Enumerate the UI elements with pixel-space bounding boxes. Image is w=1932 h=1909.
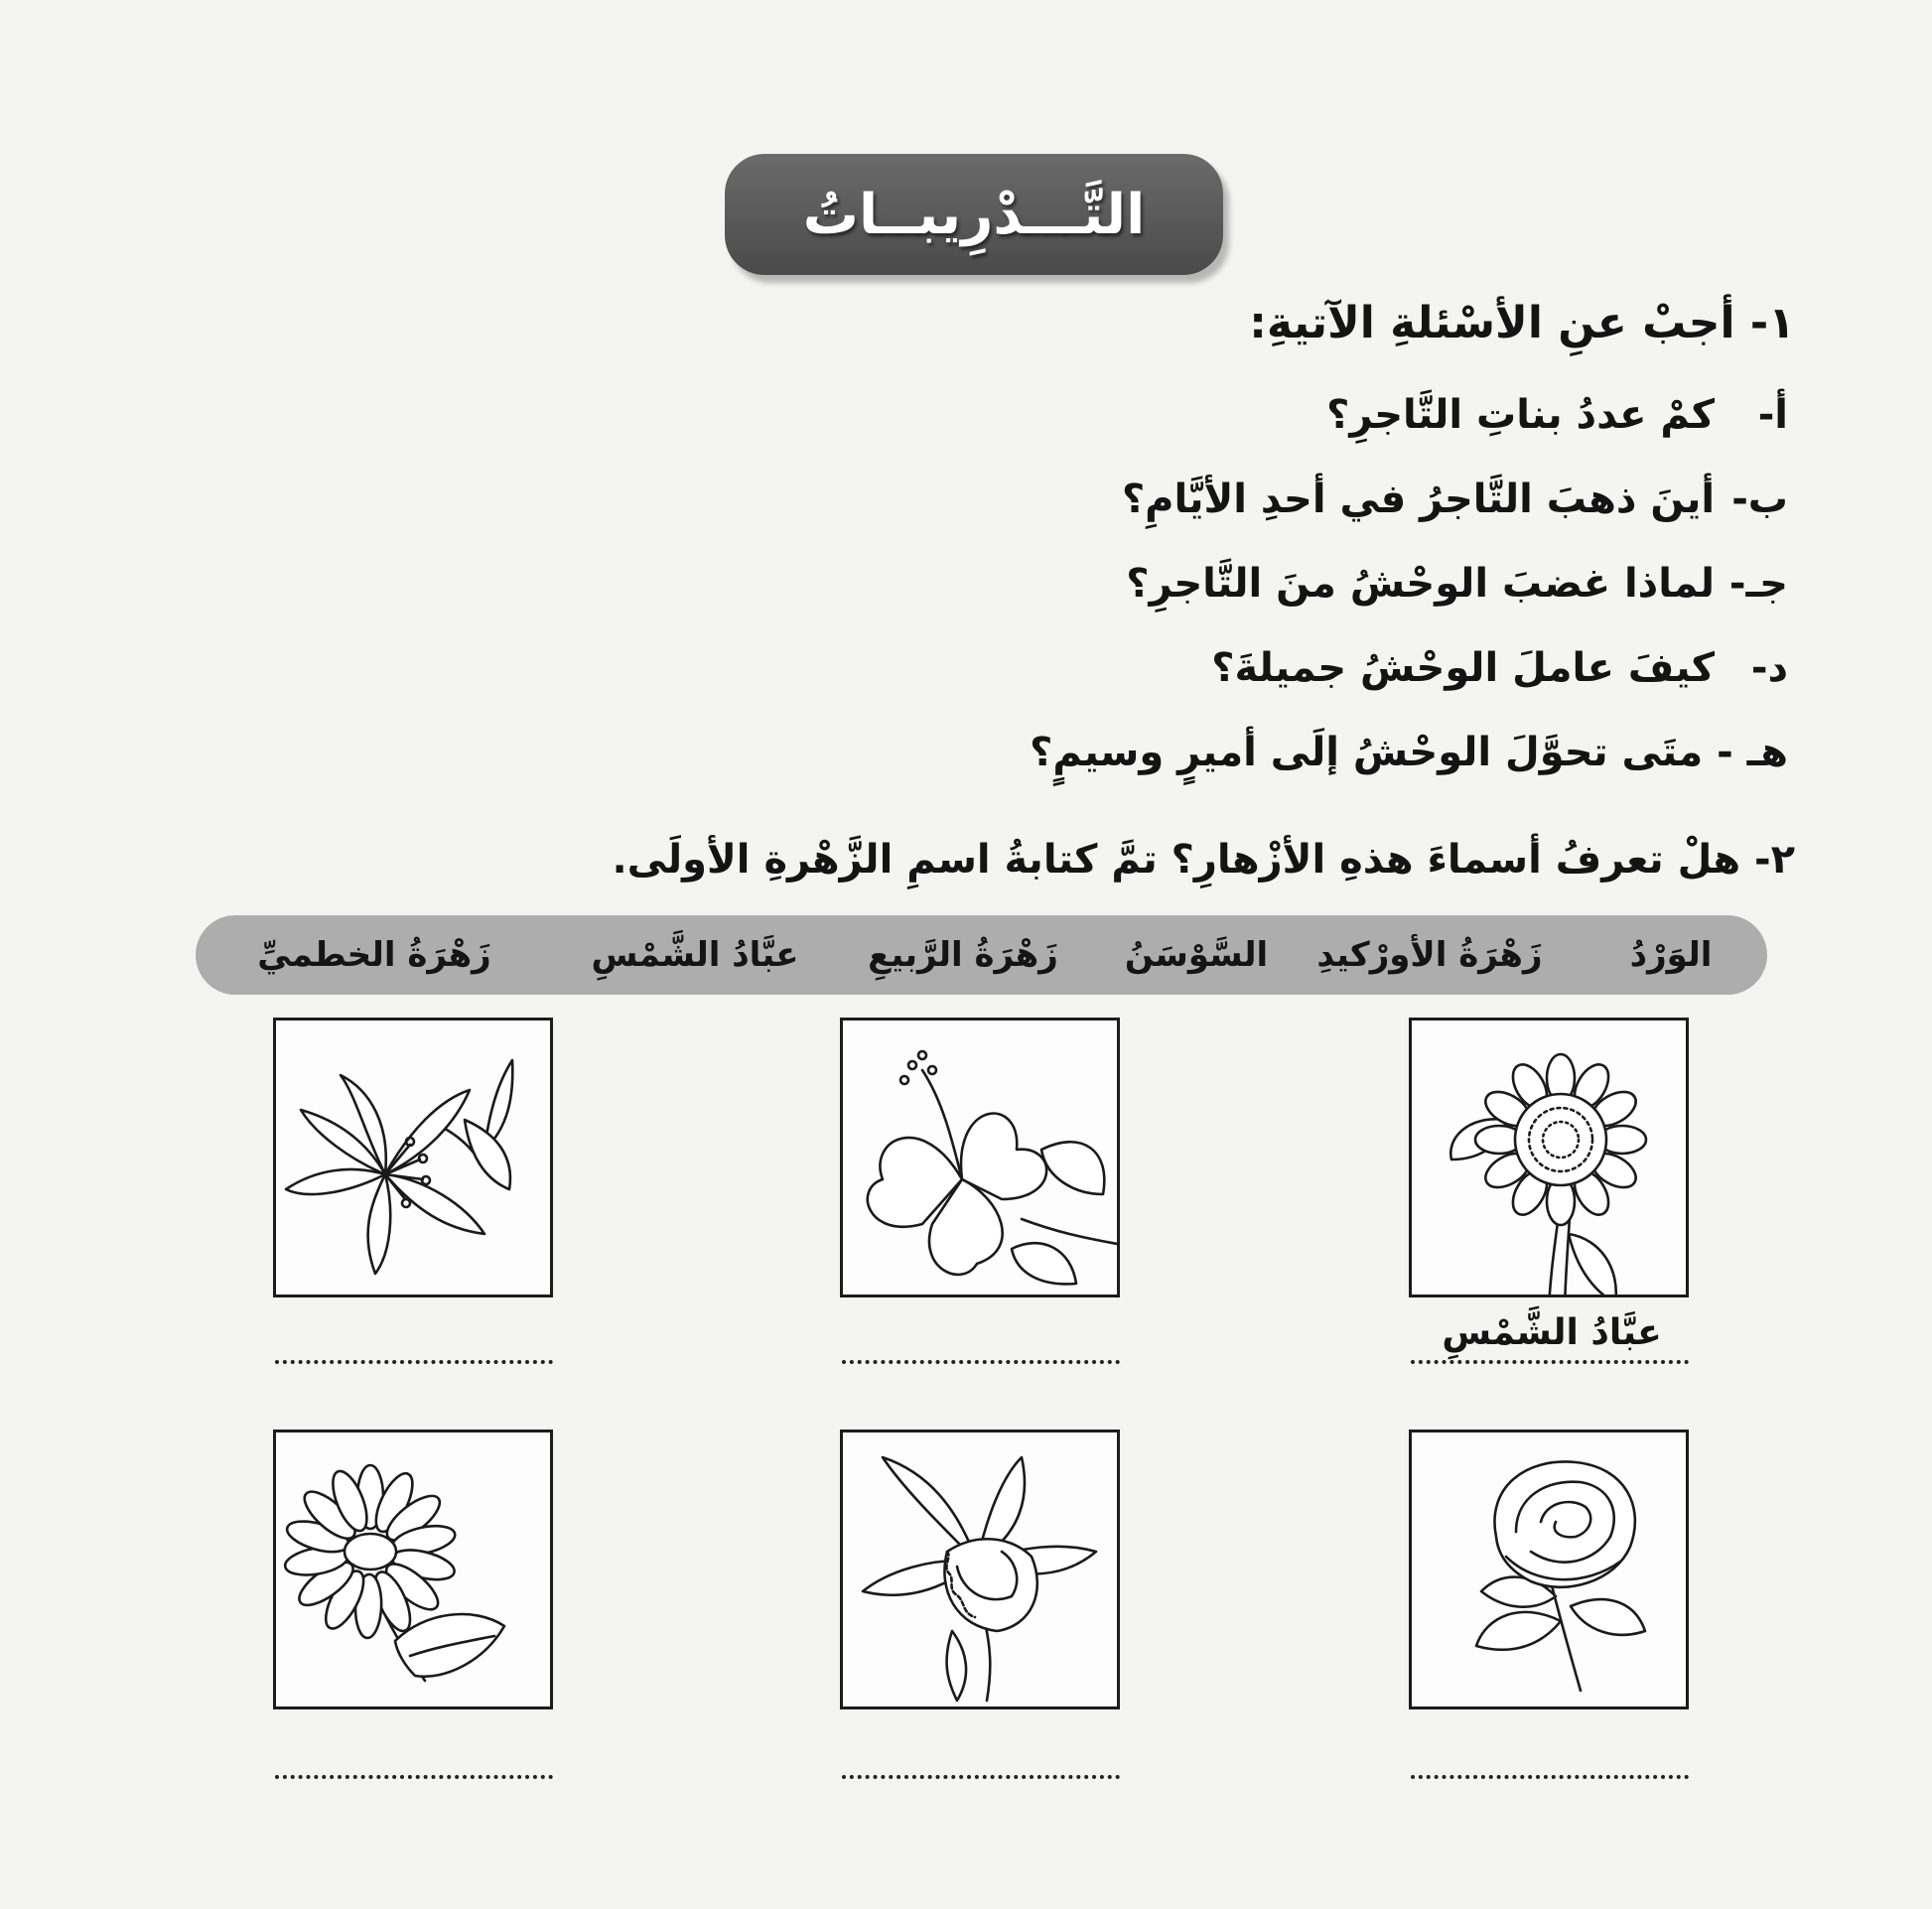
answer-line[interactable] <box>842 1360 1120 1364</box>
flower-box-hibiscus <box>840 1018 1120 1297</box>
question-1-item <box>1126 561 1788 607</box>
answer-line[interactable] <box>275 1360 553 1364</box>
lily-icon <box>276 1021 550 1295</box>
flower-box-lily <box>273 1018 553 1297</box>
item-letter: د- <box>1750 645 1788 691</box>
item-text: كيفَ عاملَ الوحْشُ جميلةَ؟ <box>1211 645 1716 691</box>
sunflower-icon <box>1412 1021 1686 1295</box>
question-1-item <box>1211 645 1788 691</box>
example-answer: عبَّادُ الشَّمْسِ <box>1442 1312 1662 1353</box>
daisy-icon <box>276 1432 550 1706</box>
item-letter: هـ - <box>1717 730 1788 775</box>
answer-line[interactable] <box>1411 1360 1689 1364</box>
question-1-item <box>1122 477 1788 522</box>
question-2-heading: ٢- هلْ تعرفُ أسماءَ هذهِ الأزْهارِ؟ تمَّ كتابةُ اسمِ الزَّهْرةِ الأولَى. <box>612 837 1795 883</box>
item-text: أينَ ذهبَ التَّاجرُ في أحدِ الأيَّامِ؟ <box>1121 477 1716 522</box>
word-bank-item: عبَّادُ الشَّمْسِ <box>591 935 799 975</box>
rose-icon <box>1412 1432 1686 1706</box>
word-bank-item: زَهْرَةُ الخطميِّ <box>257 935 491 975</box>
flower-box-sunflower <box>1409 1018 1689 1297</box>
answer-line[interactable] <box>842 1775 1120 1779</box>
word-bank-item: زَهْرَةُ الأورْكيدِ <box>1316 935 1543 975</box>
item-text: متَى تحوَّلَ الوحْشُ إلَى أميرٍ وسيمٍ؟ <box>1030 730 1704 775</box>
question-1-item <box>1030 730 1788 775</box>
item-text: كمْ عددُ بناتِ التَّاجرِ؟ <box>1326 392 1716 438</box>
item-letter: جـ- <box>1728 561 1788 607</box>
flower-box-orchid <box>840 1430 1120 1709</box>
item-letter: ب- <box>1731 477 1788 522</box>
word-bank-item: السَّوْسَنُ <box>1124 935 1269 975</box>
flower-box-daisy <box>273 1430 553 1709</box>
word-bank-item: الوَرْدُ <box>1629 935 1713 975</box>
answer-line[interactable] <box>275 1775 553 1779</box>
item-text: لماذا غضبَ الوحْشُ منَ التَّاجرِ؟ <box>1126 561 1716 607</box>
question-1-item <box>1326 392 1788 438</box>
question-1-heading: ١- أجبْ عنِ الأسْئلةِ الآتيةِ: <box>1249 298 1795 348</box>
flower-box-rose <box>1409 1430 1689 1709</box>
page-title <box>725 154 1223 275</box>
item-letter: أ- <box>1757 392 1788 438</box>
word-bank-item: زَهْرَةُ الرَّبيعِ <box>868 935 1058 975</box>
hibiscus-icon <box>843 1021 1117 1295</box>
answer-line[interactable] <box>1411 1775 1689 1779</box>
orchid-icon <box>843 1432 1117 1706</box>
page-title-text: التَّـــدْرِيبــاتُ <box>802 182 1146 247</box>
